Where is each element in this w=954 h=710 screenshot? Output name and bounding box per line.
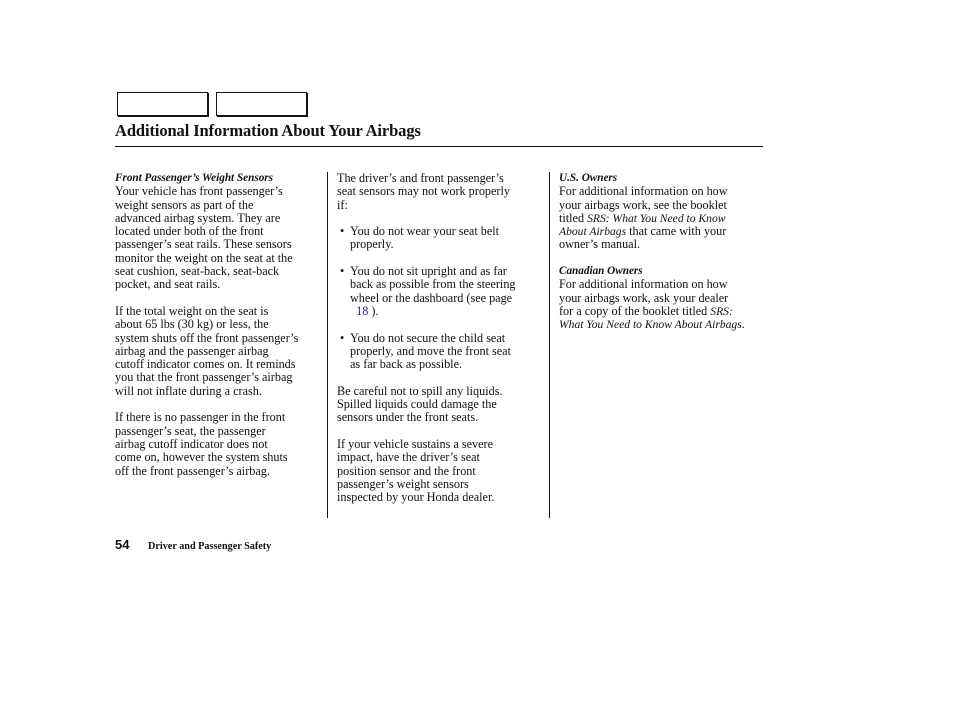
- text-line: sensors under the front seats.: [337, 410, 479, 425]
- section-heading-weight-sensors: Front Passenger’s Weight Sensors: [115, 172, 274, 184]
- text-line: The driver’s and front passenger’s: [337, 171, 504, 185]
- text-line: off the front passenger’s airbag.: [115, 463, 270, 478]
- paragraph: [115, 305, 329, 398]
- text-line: you that the front passenger’s airbag: [115, 370, 293, 385]
- nav-button-next[interactable]: [216, 92, 307, 116]
- text-line: passenger’s weight sensors: [337, 476, 469, 491]
- paragraph: [337, 172, 547, 212]
- text-line: [559, 212, 765, 225]
- text-line: [559, 318, 765, 331]
- text-line: seat sensors may not work properly: [337, 184, 510, 199]
- page-title: Additional Information About Your Airbags: [115, 121, 421, 140]
- text-line: if:: [337, 197, 348, 212]
- bullet-item: [337, 225, 547, 252]
- paragraph: [115, 411, 329, 477]
- section-heading-canadian-owners: Canadian Owners: [559, 265, 643, 278]
- text-line: about 65 lbs (30 kg) or less, the: [115, 317, 269, 332]
- title-rule: [115, 146, 763, 147]
- text-line: will not inflate during a crash.: [115, 383, 262, 398]
- text-line: For additional information on how: [559, 184, 728, 199]
- paragraph: [559, 185, 765, 251]
- text-line: system shuts off the front passenger’s: [115, 330, 299, 345]
- text-line: For additional information on how: [559, 277, 728, 292]
- paragraph: [559, 278, 765, 331]
- column-owner-information: [559, 172, 765, 345]
- text-line: inspected by your Honda dealer.: [337, 490, 495, 505]
- text-line: as far back as possible.: [350, 357, 463, 372]
- text-line: back as possible from the steering: [350, 277, 516, 292]
- text-line: You do not wear your seat belt: [350, 224, 500, 239]
- bullet-item: [337, 332, 547, 372]
- text-line: impact, have the driver’s seat: [337, 450, 480, 465]
- text-line: cutoff indicator comes on. It reminds: [115, 357, 296, 372]
- bullet-icon: •: [340, 224, 345, 239]
- bullet-icon: •: [340, 264, 345, 279]
- text-line: seat cushion, seat-back, seat-back: [115, 264, 280, 279]
- column-sensor-conditions: [337, 172, 547, 518]
- text-fragment: that came with your: [626, 224, 727, 239]
- page-number: 54: [115, 537, 130, 552]
- text-fragment: .: [741, 317, 745, 332]
- text-fragment: titled: [559, 210, 588, 225]
- text-line: come on, however the system shuts: [115, 450, 288, 465]
- text-line: Be careful not to spill any liquids.: [337, 383, 503, 398]
- column-divider: [549, 172, 550, 518]
- text-line: airbag and the passenger airbag: [115, 343, 269, 358]
- text-line: Spilled liquids could damage the: [337, 397, 497, 412]
- text-line: your airbags work, see the booklet: [559, 197, 727, 212]
- text-line: position sensor and the front: [337, 463, 476, 478]
- text-line: weight sensors as part of the: [115, 197, 254, 212]
- text-line: You do not sit upright and as far: [350, 264, 507, 279]
- text-line: wheel or the dashboard (see page: [350, 290, 513, 305]
- section-heading-us-owners: U.S. Owners: [559, 172, 618, 184]
- text-line: You do not secure the child seat: [350, 330, 506, 345]
- text-line: [559, 225, 765, 238]
- text-line: located under both of the front: [115, 224, 264, 239]
- text-line: If there is no passenger in the front: [115, 410, 286, 425]
- page-reference-link[interactable]: 18: [356, 303, 369, 318]
- booklet-title: What You Need to Know About Airbags: [559, 318, 742, 332]
- text-fragment: for a copy of the booklet titled: [559, 303, 711, 318]
- booklet-title: SRS: What You Need to Know: [587, 211, 726, 225]
- paragraph: [337, 438, 547, 504]
- text-line: [559, 305, 765, 318]
- text-line: properly, and move the front seat: [350, 343, 511, 358]
- booklet-title: About Airbags: [559, 225, 627, 239]
- text-line: Your vehicle has front passenger’s: [115, 184, 283, 199]
- paragraph: [115, 185, 329, 291]
- text-line: properly.: [350, 237, 394, 252]
- text-line: monitor the weight on the seat at the: [115, 250, 293, 265]
- booklet-title: SRS:: [710, 304, 733, 318]
- text-line: your airbags work, ask your dealer: [559, 290, 729, 305]
- text-fragment: ).: [368, 303, 379, 318]
- text-line: If the total weight on the seat is: [115, 303, 269, 318]
- text-line: If your vehicle sustains a severe: [337, 436, 494, 451]
- section-footer: Driver and Passenger Safety: [148, 541, 272, 552]
- text-line: pocket, and seat rails.: [115, 277, 221, 292]
- text-line: passenger’s seat, the passenger: [115, 423, 266, 438]
- text-line: airbag cutoff indicator does not: [115, 436, 268, 451]
- bullet-icon: •: [340, 330, 345, 345]
- text-line: [337, 305, 547, 318]
- text-line: passenger’s seat rails. These sensors: [115, 237, 292, 252]
- nav-button-previous[interactable]: [117, 92, 208, 116]
- paragraph: [337, 385, 547, 425]
- text-line: owner’s manual.: [559, 237, 641, 252]
- bullet-item: [337, 265, 547, 318]
- text-line: advanced airbag system. They are: [115, 210, 281, 225]
- column-weight-sensors: [115, 172, 329, 491]
